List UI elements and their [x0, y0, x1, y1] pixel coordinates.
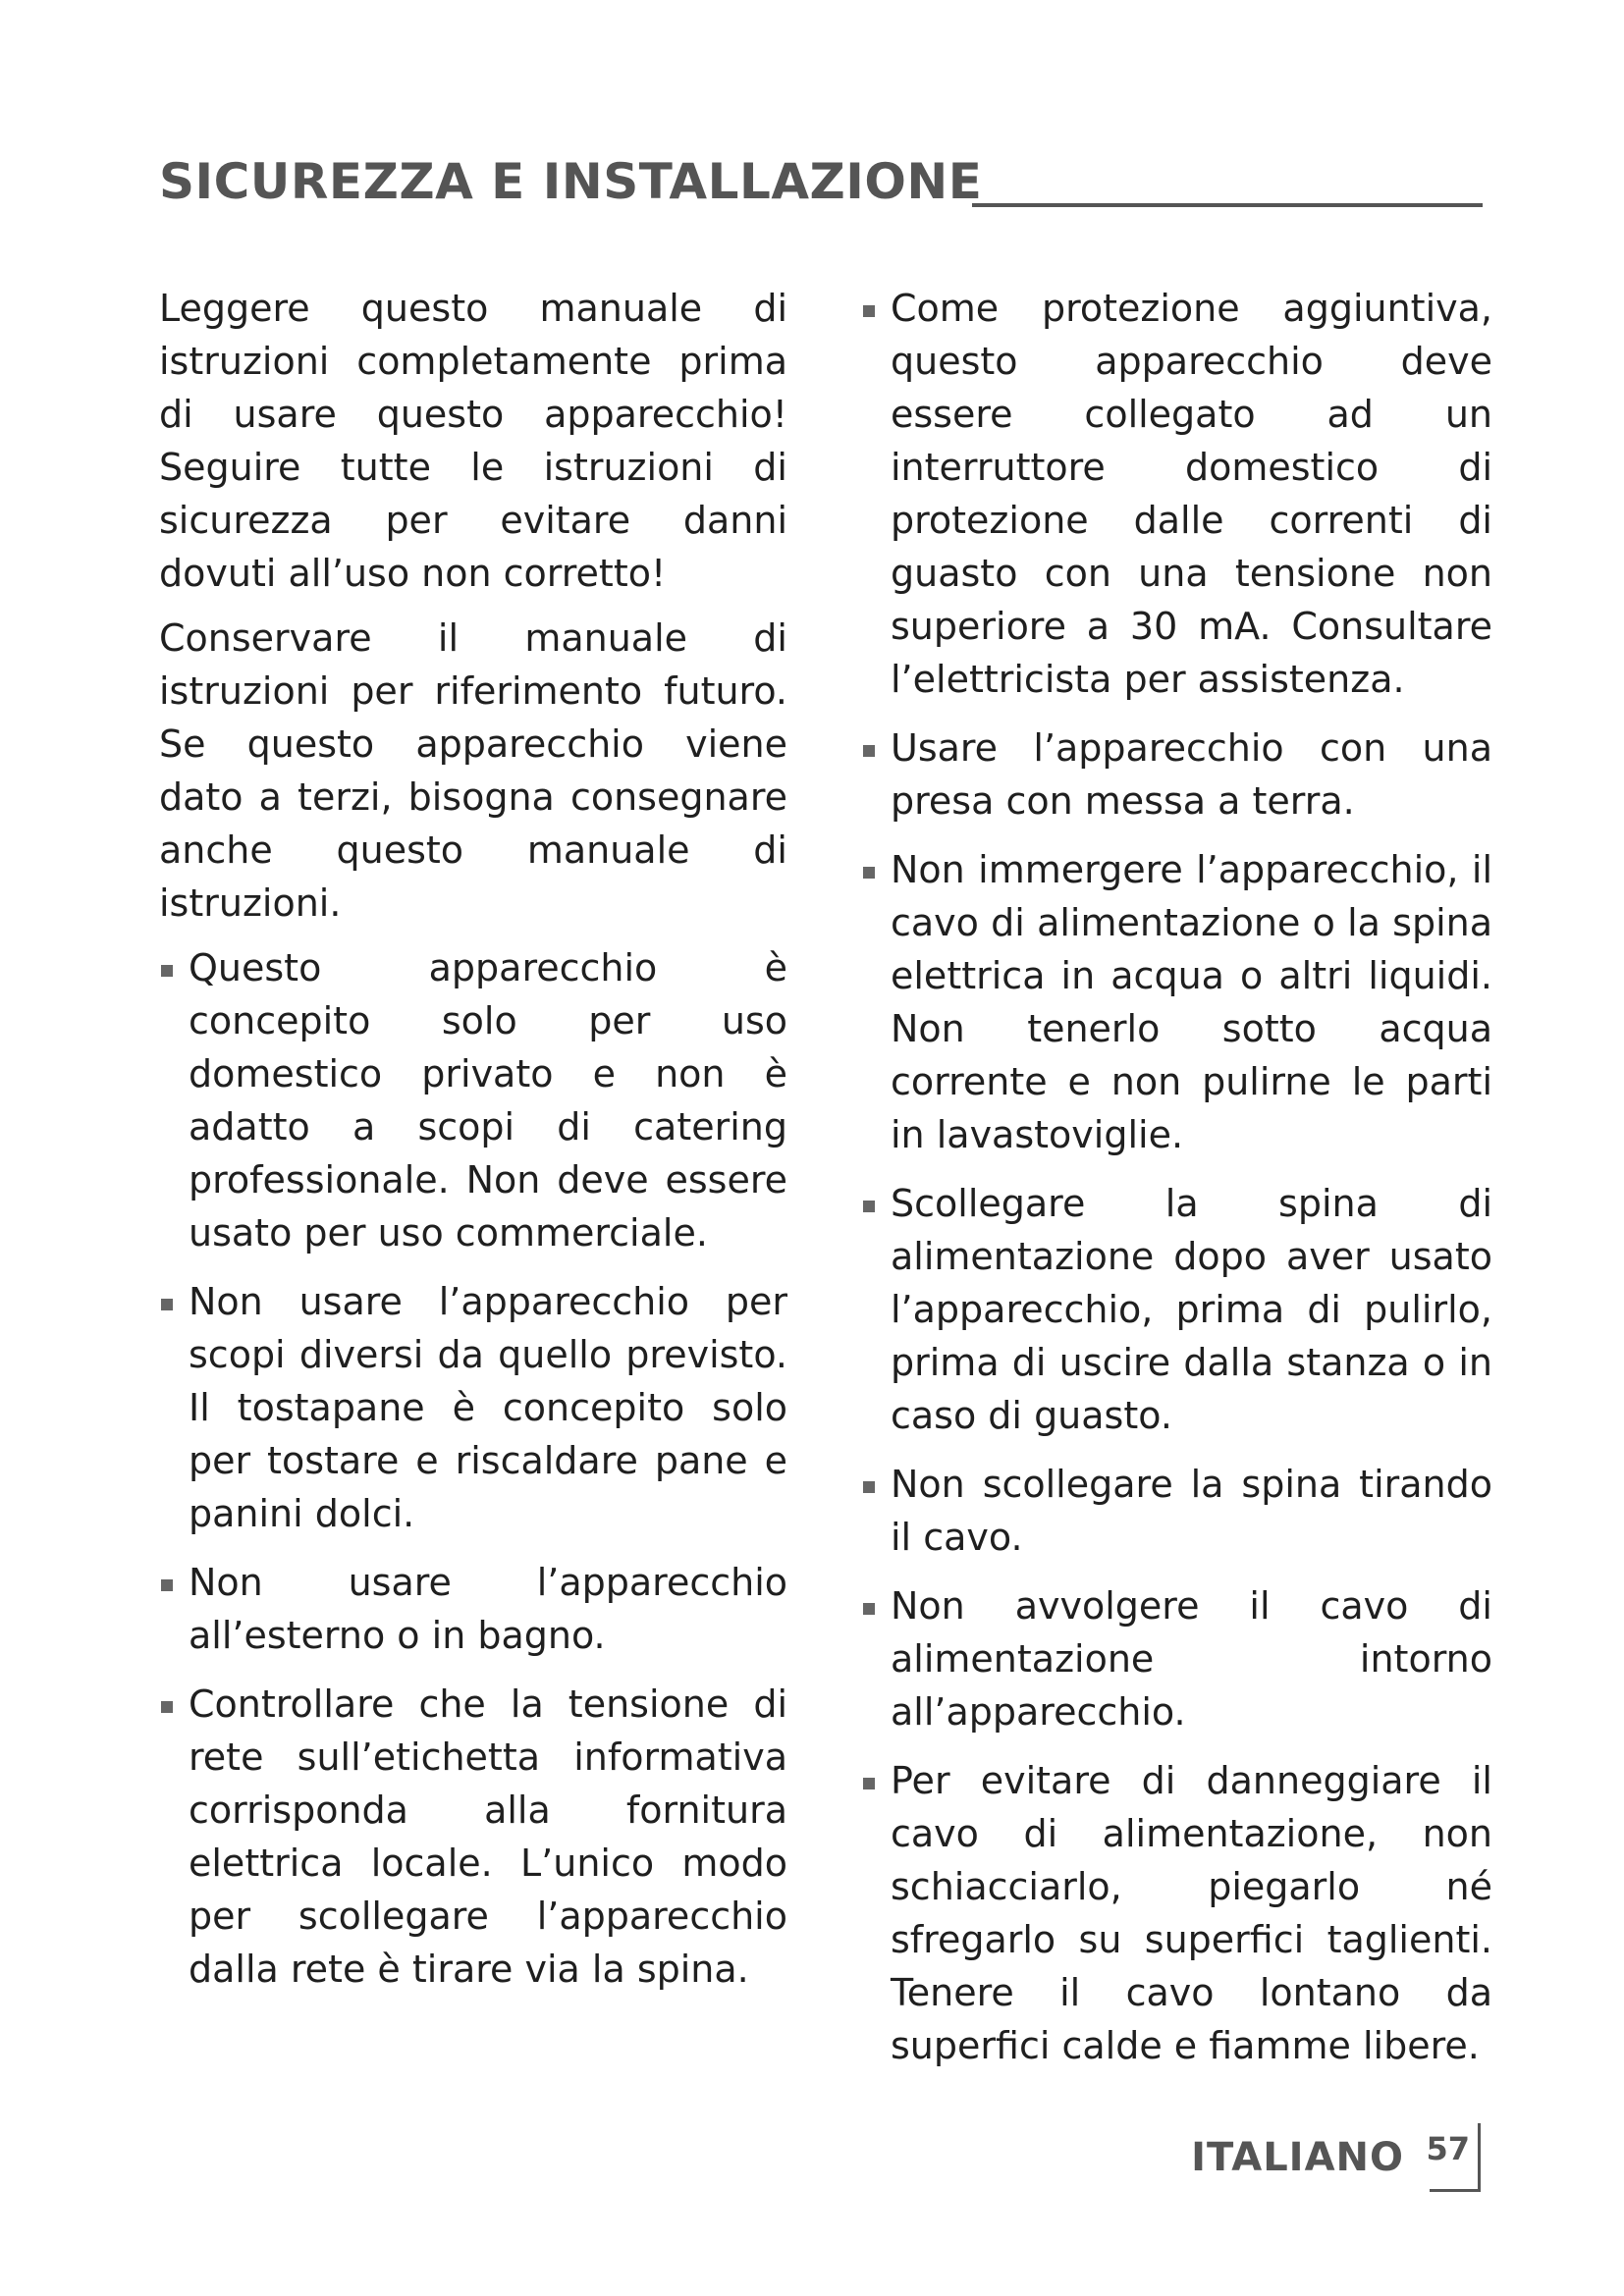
square-bullet-icon [863, 745, 875, 757]
square-bullet-icon [863, 1778, 875, 1789]
list-item-text: Questo apparecchio è concepito solo per uso domestico privato e non è adatto a scopi di catering professionale. Non deve essere usato per uso commerciale. [189, 946, 787, 1255]
list-item [159, 941, 787, 1259]
intro-paragraph: Leggere questo manuale di istruzioni completamente prima di usare questo apparecchio! Seguire tutte le istruzioni di sicurezza per evitare danni dovuti all’uso non corretto! [159, 287, 787, 595]
square-bullet-icon [863, 305, 875, 317]
section-title: SICUREZZA E INSTALLAZIONE [159, 153, 983, 210]
page-footer [1191, 2123, 1481, 2192]
square-bullet-icon [161, 1701, 173, 1713]
list-item-text: Per evitare di danneggiare il cavo di alimentazione, non schiacciarlo, piegarlo né sfregarlo su superfici taglienti. Tenere il cavo lontano da superfici calde e fiamme libere. [891, 1759, 1492, 2067]
list-item [861, 1458, 1492, 1564]
square-bullet-icon [161, 965, 173, 977]
intro-paragraph: Conservare il manuale di istruzioni per riferimento futuro. Se questo apparecchio viene dato a terzi, bisogna consegnare anche questo manuale di istruzioni. [159, 616, 787, 925]
list-item-text: Non immergere l’apparecchio, il cavo di alimentazione o la spina elettrica in acqua o altri liquidi. Non tenerlo sotto acqua corrente e non pulirne le parti in lavastoviglie. [891, 848, 1492, 1156]
list-item [861, 1579, 1492, 1738]
list-item [159, 1556, 787, 1662]
list-item-text: Non usare l’apparecchio per scopi diversi da quello previsto. Il tostapane è concepito solo per tostare e riscaldare pane e panini dolci. [189, 1280, 787, 1535]
title-underline [972, 203, 1483, 207]
list-item-text: Scollegare la spina di alimentazione dopo aver usato l’apparecchio, prima di pulirlo, prima di uscire dalla stanza o in caso di guasto. [891, 1182, 1492, 1437]
list-item-text: Controllare che la tensione di rete sull’etichetta informativa corrisponda alla fornitura elettrica locale. L’unico modo per scollegare l’apparecchio dalla rete è tirare via la spina. [189, 1682, 787, 1991]
square-bullet-icon [161, 1579, 173, 1591]
square-bullet-icon [863, 1201, 875, 1212]
left-column [159, 282, 787, 2011]
list-item [159, 1275, 787, 1540]
list-item-text: Non avvolgere il cavo di alimentazione intorno all’apparecchio. [891, 1584, 1492, 1734]
list-item-text: Non usare l’apparecchio all’esterno o in bagno. [189, 1561, 787, 1657]
square-bullet-icon [863, 1481, 875, 1493]
square-bullet-icon [863, 867, 875, 879]
page-header [159, 147, 1483, 216]
list-item-text: Come protezione aggiuntiva, questo apparecchio deve essere collegato ad un interruttore domestico di protezione dalle correnti di guasto con una tensione non superiore a 30 mA. Consultare l’elettricista per assistenza. [891, 287, 1492, 701]
list-item-text: Non scollegare la spina tirando il cavo. [891, 1463, 1492, 1559]
list-item [861, 721, 1492, 828]
safety-list [861, 282, 1492, 2072]
right-column [861, 282, 1492, 2088]
square-bullet-icon [863, 1603, 875, 1615]
list-item [861, 843, 1492, 1161]
list-item [861, 1177, 1492, 1442]
list-item [159, 1678, 787, 1996]
list-item [861, 1754, 1492, 2072]
list-item [861, 282, 1492, 706]
page-number: 57 [1426, 2130, 1470, 2167]
safety-list [159, 941, 787, 1996]
square-bullet-icon [161, 1299, 173, 1310]
list-item-text: Usare l’apparecchio con una presa con messa a terra. [891, 726, 1492, 823]
footer-language: ITALIANO [1191, 2135, 1404, 2180]
page-number-box [1426, 2123, 1481, 2192]
